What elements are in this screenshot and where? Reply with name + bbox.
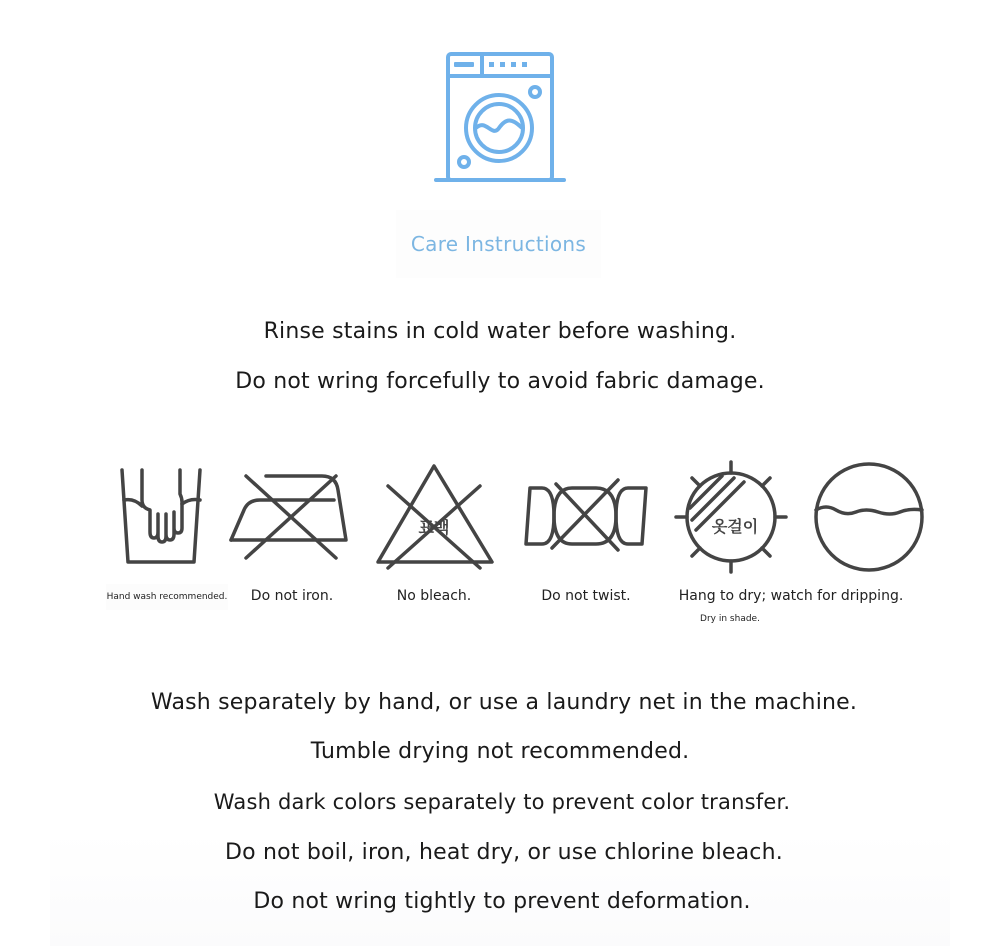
care-instruction-line: Wash separately by hand, or use a laundry net in the machine.	[150, 690, 858, 715]
care-instruction-line: Tumble drying not recommended.	[310, 739, 690, 764]
care-instruction-line: Do not wring tightly to prevent deformation.	[253, 889, 751, 914]
svg-text:표백: 표백	[418, 518, 450, 537]
do-not-iron-icon	[226, 466, 352, 564]
hand-wash-icon	[112, 462, 212, 570]
care-instruction-line: Wash dark colors separately to prevent color transfer.	[213, 790, 791, 814]
washing-machine-icon	[430, 46, 570, 186]
symbol-label: Hang to dry; watch for dripping.	[678, 588, 904, 604]
care-instruction-line: Do not boil, iron, heat dry, or use chlorine bleach.	[225, 840, 783, 865]
do-not-twist-icon	[520, 474, 650, 558]
symbol-label: Do not twist.	[541, 588, 631, 604]
care-instruction-line: Rinse stains in cold water before washing.	[263, 319, 737, 344]
symbol-label: No bleach.	[396, 588, 472, 604]
symbol-label: Do not iron.	[250, 588, 334, 604]
symbol-sublabel: Dry in shade.	[700, 614, 760, 624]
wash-tub-icon	[812, 460, 926, 574]
svg-text:옷걸이: 옷걸이	[711, 517, 759, 536]
no-bleach-icon	[372, 460, 496, 572]
page-title: Care Instructions	[396, 210, 601, 278]
symbol-label: Hand wash recommended.	[106, 592, 228, 602]
hang-dry-icon	[674, 460, 788, 574]
care-instruction-line: Do not wring forcefully to avoid fabric damage.	[235, 369, 765, 394]
